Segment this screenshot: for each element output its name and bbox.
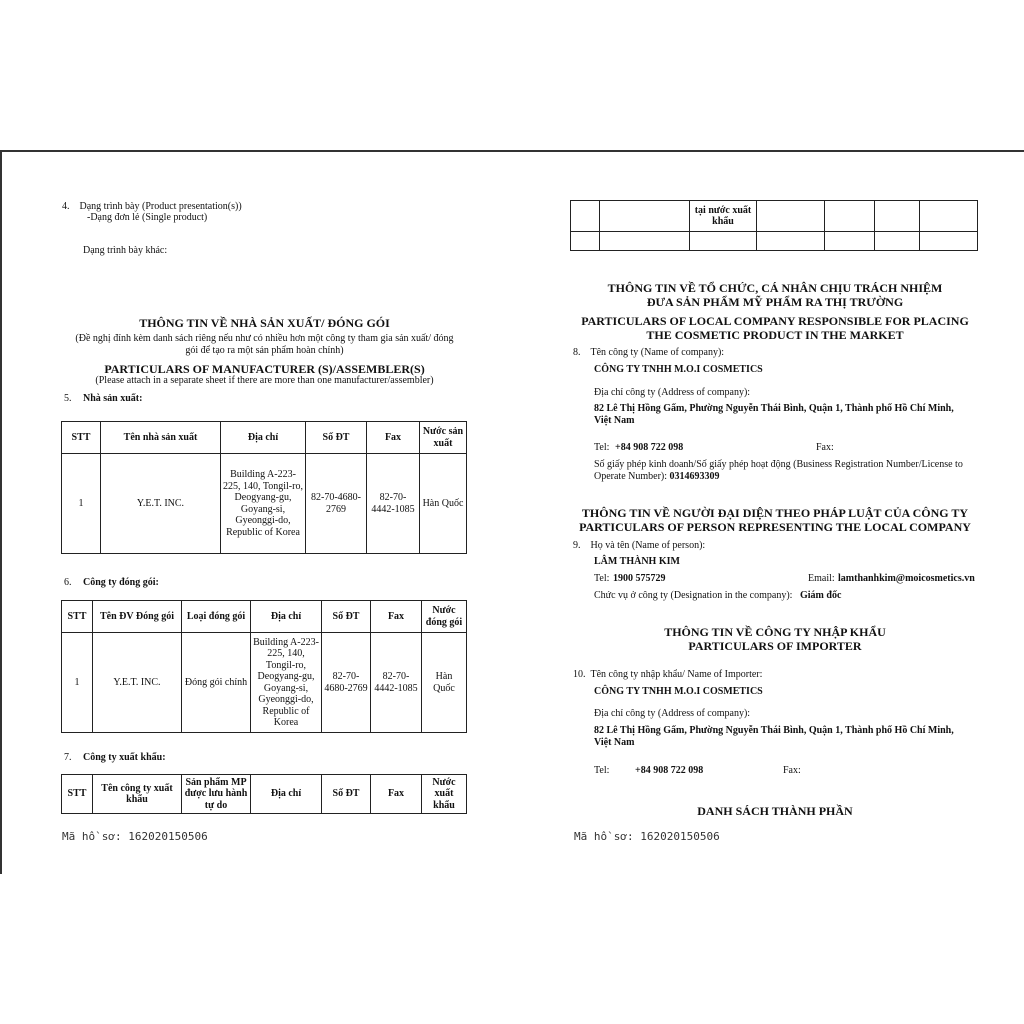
section-7-label: Công ty xuất khẩu:	[83, 752, 166, 763]
cell-name: Y.E.T. INC.	[101, 454, 221, 554]
cell-empty	[875, 232, 920, 251]
cell-empty	[600, 201, 690, 232]
importer-fax-label: Fax:	[783, 765, 801, 776]
col-header-exporter-name: Tên công ty xuất khẩu	[93, 775, 182, 814]
importer-address-label: Địa chỉ công ty (Address of company):	[594, 708, 751, 719]
cell-country: Hàn Quốc	[422, 633, 467, 733]
cell-stt: 1	[62, 633, 93, 733]
table-row	[62, 454, 467, 554]
exporter-table-continued	[570, 200, 978, 251]
section-5-number: 5.	[64, 393, 72, 404]
local-address-line-1: 82 Lê Thị Hồng Gấm, Phường Nguyễn Thái Bình, Quận 1, Thành phố Hồ Chí Minh,	[594, 403, 954, 414]
manufacturer-title-en: PARTICULARS OF MANUFACTURER (S)/ASSEMBLER(S)	[104, 362, 425, 376]
local-company-title-vn-2: ĐƯA SẢN PHẨM MỸ PHẨM RA THỊ TRƯỜNG	[646, 295, 904, 309]
manufacturer-note-en: (Please attach in a separate sheet if there are more than one manufacturer/assembler)	[95, 375, 434, 386]
importer-address-line-1: 82 Lê Thị Hồng Gấm, Phường Nguyễn Thái Bình, Quận 1, Thành phố Hồ Chí Minh,	[594, 725, 954, 736]
importer-tel-label: Tel:	[594, 765, 610, 776]
single-product-text: -Dạng đơn lẻ (Single product)	[87, 212, 208, 223]
col-header-name: Tên nhà sản xuất	[101, 422, 221, 454]
business-reg-number: 0314693309	[669, 471, 720, 482]
cell-empty	[825, 232, 875, 251]
business-reg-line-2	[594, 471, 720, 483]
col-header-address: Địa chỉ	[221, 422, 306, 454]
col-header-fax: Fax	[367, 422, 420, 454]
importer-title-vn: THÔNG TIN VỀ CÔNG TY NHẬP KHẨU	[664, 625, 886, 639]
col-header-packaging-type: Loại đóng gói	[182, 601, 251, 633]
representative-name: LÂM THÀNH KIM	[594, 556, 680, 567]
col-header-stt: STT	[62, 601, 93, 633]
importer-tel-value: +84 908 722 098	[635, 765, 704, 776]
representative-position: Giám đốc	[800, 590, 842, 601]
section-10-label: 10. Tên công ty nhập khẩu/ Name of Importer:	[573, 669, 763, 680]
cell-stt: 1	[62, 454, 101, 554]
local-company-title-en-2: THE COSMETIC PRODUCT IN THE MARKET	[646, 328, 904, 342]
col-header-phone: Số ĐT	[322, 775, 371, 814]
representative-email: lamthanhkim@moicosmetics.vn	[838, 573, 975, 584]
local-tel-value: +84 908 722 098	[615, 442, 684, 453]
business-reg-line-1: Số giấy phép kinh doanh/Số giấy phép hoạt động (Business Registration Number/License to	[594, 459, 963, 470]
cell-free-sale-header: tại nước xuất khẩu	[690, 201, 757, 232]
packager-table	[61, 600, 467, 733]
ingredients-title: DANH SÁCH THÀNH PHẦN	[697, 804, 853, 818]
exporter-table	[61, 774, 467, 814]
manufacturer-title-vn: THÔNG TIN VỀ NHÀ SẢN XUẤT/ ĐÓNG GÓI	[139, 316, 390, 330]
col-header-stt: STT	[62, 422, 101, 454]
section-4-presentation: 4. Dạng trình bày (Product presentation(s))	[62, 201, 242, 212]
col-header-free-sale: Sản phẩm MP được lưu hành tự do	[182, 775, 251, 814]
col-header-phone: Số ĐT	[306, 422, 367, 454]
col-header-fax: Fax	[371, 775, 422, 814]
importer-company-name: CÔNG TY TNHH M.O.I COSMETICS	[594, 686, 763, 697]
cell-fax: 82-70-4442-1085	[367, 454, 420, 554]
table-row	[62, 633, 467, 733]
col-header-country: Nước đóng gói	[422, 601, 467, 633]
local-company-name: CÔNG TY TNHH M.O.I COSMETICS	[594, 364, 763, 375]
representative-position-label: Chức vụ ở công ty (Designation in the company):	[594, 590, 793, 601]
cell-empty	[920, 201, 978, 232]
cell-empty	[600, 232, 690, 251]
cell-empty	[690, 232, 757, 251]
manufacturer-table	[61, 421, 467, 554]
col-header-packager-name: Tên ĐV Đóng gói	[93, 601, 182, 633]
col-header-country: Nước sản xuất	[420, 422, 467, 454]
section-5-label: Nhà sản xuất:	[83, 393, 143, 404]
local-address-line-2: Việt Nam	[594, 415, 635, 426]
col-header-fax: Fax	[371, 601, 422, 633]
manufacturer-note-vn-1: (Đề nghị đính kèm danh sách riêng nếu như có nhiều hơn một công ty tham gia sản xuất/ đóng	[75, 333, 454, 344]
cell-empty	[571, 232, 600, 251]
col-header-stt: STT	[62, 775, 93, 814]
cell-phone: 82-70-4680-2769	[306, 454, 367, 554]
local-address-label: Địa chỉ công ty (Address of company):	[594, 387, 751, 398]
cell-empty	[825, 201, 875, 232]
importer-address-line-2: Việt Nam	[594, 737, 635, 748]
section-6-label: Công ty đóng gói:	[83, 577, 159, 588]
cell-packaging-type: Đóng gói chính	[182, 633, 251, 733]
col-header-country: Nước xuất khẩu	[422, 775, 467, 814]
col-header-address: Địa chỉ	[251, 601, 322, 633]
representative-tel: 1900 575729	[613, 573, 666, 584]
cell-empty	[920, 232, 978, 251]
cell-address: Building A-223-225, 140, Tongil-ro, Deogyang-gu, Goyang-si, Gyeonggi-do, Republic of Korea	[221, 454, 306, 554]
section-8-label: 8. Tên công ty (Name of company):	[573, 347, 725, 358]
local-company-title-en-1: PARTICULARS OF LOCAL COMPANY RESPONSIBLE FOR PLACING	[581, 314, 969, 328]
cell-name: Y.E.T. INC.	[93, 633, 182, 733]
section-9-label: 9. Họ và tên (Name of person):	[573, 540, 706, 551]
cell-phone: 82-70-4680-2769	[322, 633, 371, 733]
manufacturer-note-vn-2: gói để tạo ra một sản phẩm hoàn chỉnh)	[185, 345, 344, 356]
file-code-right: Mã hồ sơ: 162020150506	[574, 830, 720, 843]
col-header-address: Địa chỉ	[251, 775, 322, 814]
cell-empty	[757, 232, 825, 251]
cell-empty	[757, 201, 825, 232]
cell-country: Hàn Quốc	[420, 454, 467, 554]
section-7-number: 7.	[64, 752, 72, 763]
local-fax-label: Fax:	[816, 442, 834, 453]
local-company-title-vn-1: THÔNG TIN VỀ TỔ CHỨC, CÁ NHÂN CHỊU TRÁCH NHIỆM	[607, 281, 943, 295]
cell-empty	[875, 201, 920, 232]
cell-empty	[571, 201, 600, 232]
local-tel-label: Tel:	[594, 442, 610, 453]
importer-title-en: PARTICULARS OF IMPORTER	[688, 639, 862, 653]
representative-tel-label: Tel:	[594, 573, 610, 584]
representative-email-label: Email:	[808, 573, 835, 584]
other-presentation-label: Dạng trình bày khác:	[83, 245, 168, 256]
cell-fax: 82-70-4442-1085	[371, 633, 422, 733]
business-reg-label: Operate Number):	[594, 471, 668, 482]
representative-title-en: PARTICULARS OF PERSON REPRESENTING THE LOCAL COMPANY	[579, 520, 971, 534]
representative-title-vn: THÔNG TIN VỀ NGƯỜI ĐẠI DIỆN THEO PHÁP LUẬT CỦA CÔNG TY	[581, 506, 969, 520]
cell-address: Building A-223-225, 140, Tongil-ro, Deogyang-gu, Goyang-si, Gyeonggi-do, Republic of Korea	[251, 633, 322, 733]
file-code-left: Mã hồ sơ: 162020150506	[62, 830, 208, 843]
section-6-number: 6.	[64, 577, 72, 588]
col-header-phone: Số ĐT	[322, 601, 371, 633]
